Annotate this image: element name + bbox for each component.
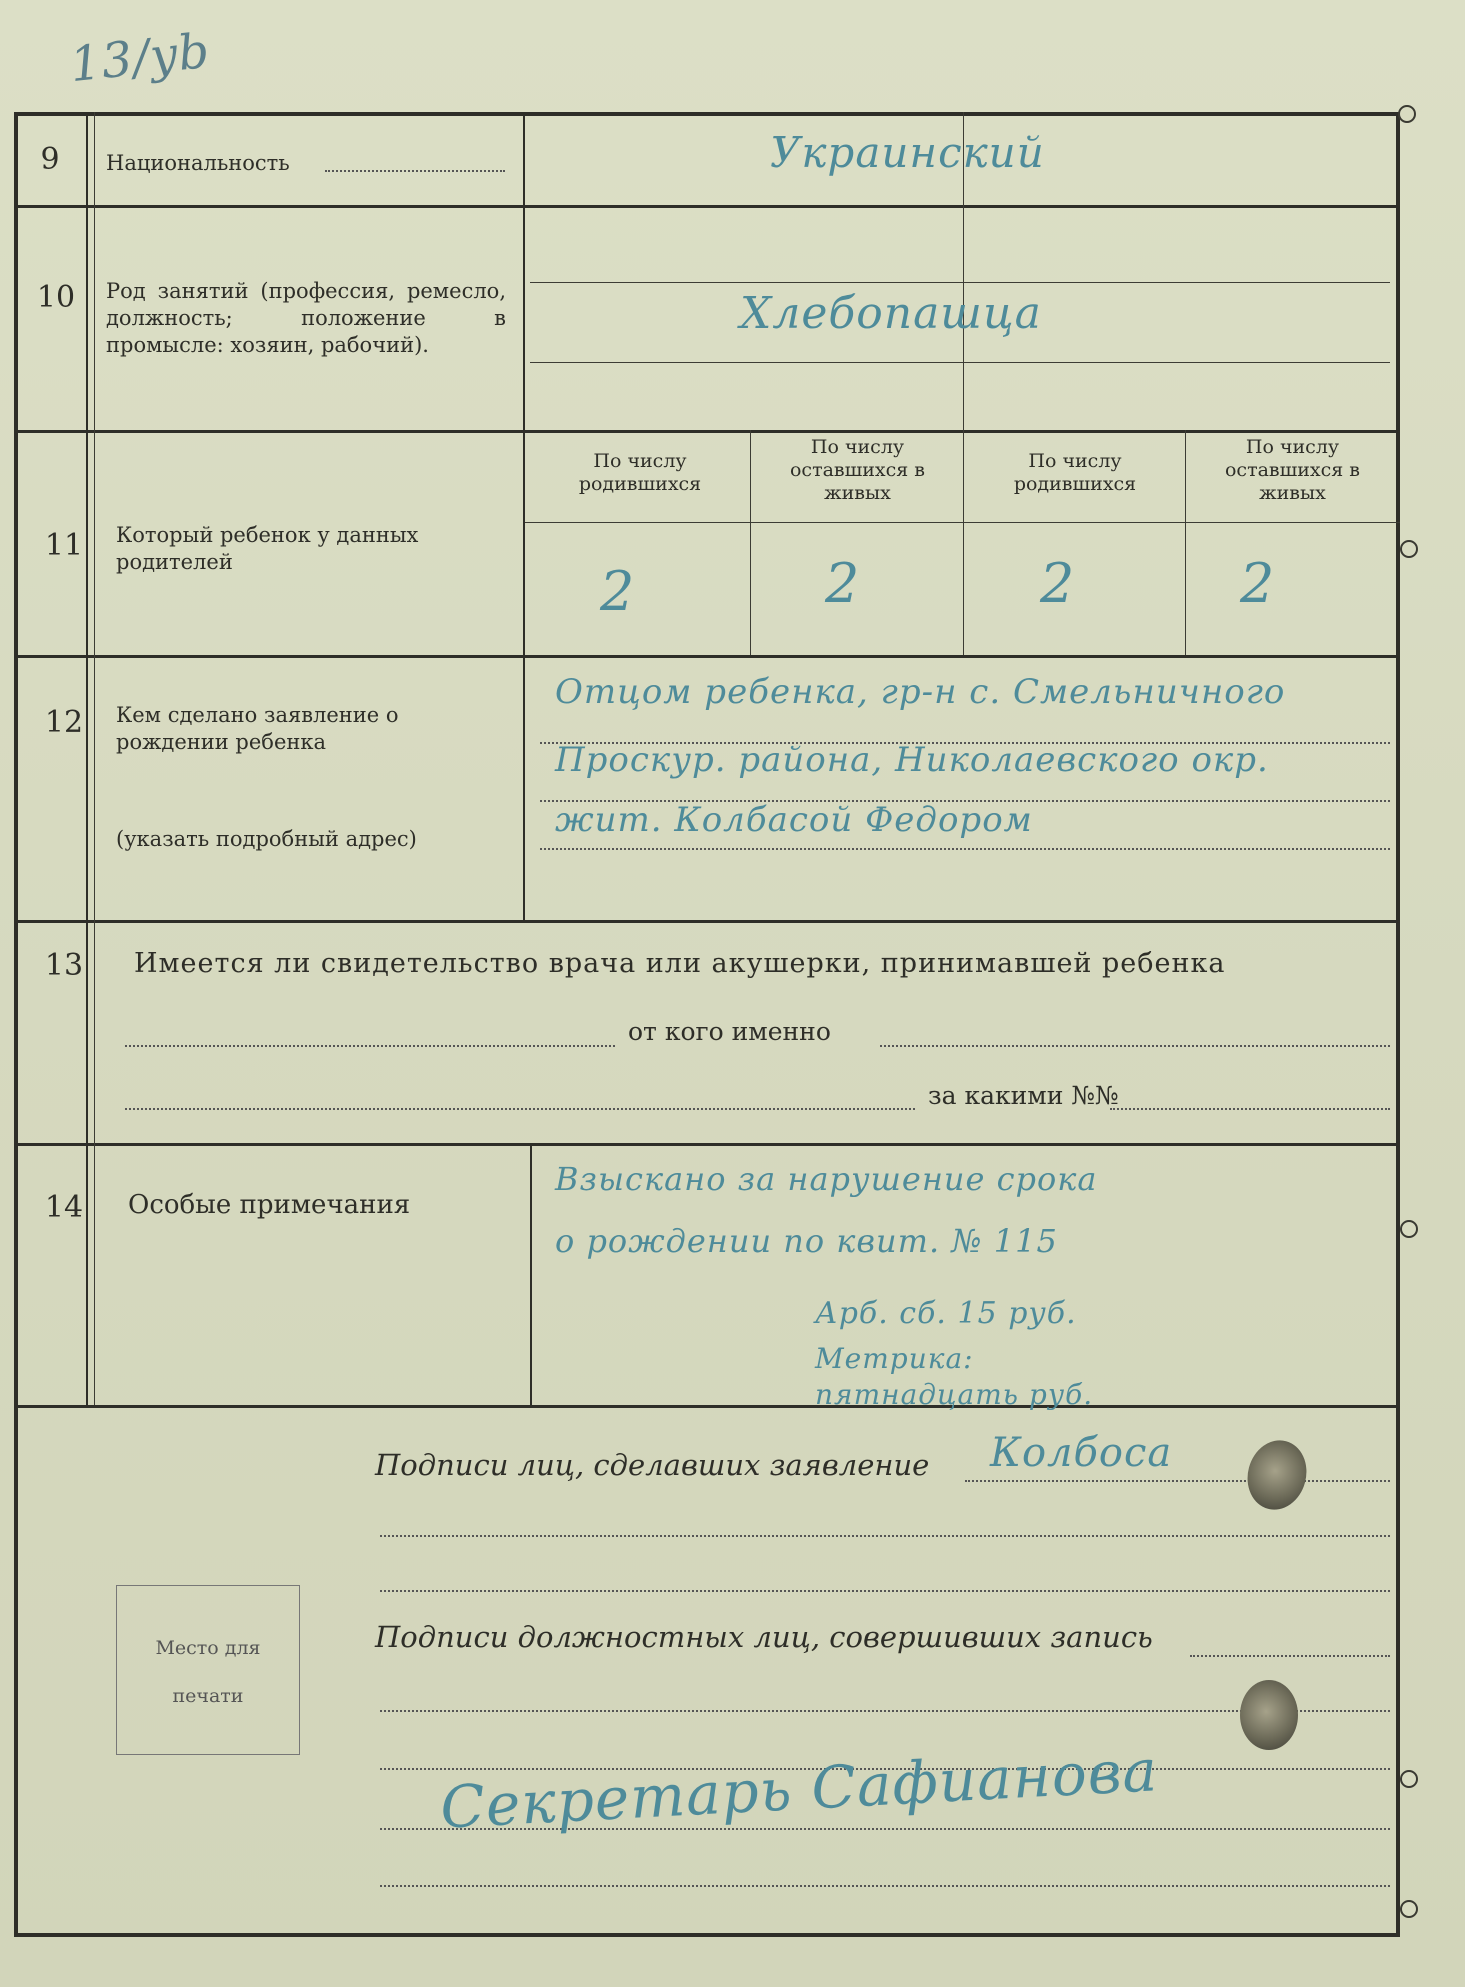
note-line-5: пятнадцать руб. — [815, 1378, 1094, 1411]
signature-dots — [965, 1480, 1390, 1482]
declarant-line-1: Отцом ребенка, гр-н с. Смельничного — [555, 672, 1286, 712]
archive-mark: 13/yb — [67, 22, 213, 94]
writing-dots — [125, 1108, 915, 1110]
row-divider — [14, 920, 1400, 923]
binding-ring — [1398, 105, 1416, 123]
stamp-place-box — [116, 1585, 300, 1755]
binding-ring — [1400, 540, 1418, 558]
row-number-10: 10 — [36, 280, 76, 315]
note-line-1: Взыскано за нарушение срока — [555, 1160, 1098, 1198]
value-born-1: 2 — [600, 560, 636, 623]
value-occupation: Хлебопашца — [740, 288, 1042, 339]
declarant-line-3: жит. Колбасой Федором — [555, 800, 1033, 840]
writing-line — [530, 362, 1390, 363]
count-header-line — [525, 522, 1400, 523]
row-text-certificate: Имеется ли свидетельство врача или акушерки, принимавшей ребенка — [134, 948, 1226, 979]
signature-dots — [1190, 1655, 1390, 1657]
row-label-notes: Особые примечания — [128, 1190, 411, 1220]
count-column-line — [1185, 430, 1186, 655]
value-nationality: Украинский — [770, 128, 1045, 177]
row-divider — [14, 655, 1400, 658]
writing-line — [530, 282, 1390, 283]
row-number-14: 14 — [44, 1190, 84, 1225]
col-head-born-2: По числу родившихся — [1013, 450, 1137, 495]
label-from-whom: от кого именно — [628, 1017, 831, 1046]
row-label-nationality: Национальность — [106, 151, 290, 175]
row-number-11: 11 — [44, 528, 84, 563]
col-head-alive-1: По числу оставшихся в живых — [789, 436, 926, 504]
col-head-alive-2: По числу оставшихся в живых — [1224, 436, 1361, 504]
writing-dots — [880, 1045, 1390, 1047]
note-line-4: Метрика: — [815, 1342, 974, 1375]
stamp-place-line-1: Место для — [155, 1637, 261, 1659]
declarant-line-2: Проскур. района, Николаевского окр. — [555, 740, 1269, 780]
row-number-13: 13 — [44, 948, 84, 983]
label-numbers: за какими №№ — [928, 1081, 1119, 1110]
row-number-9: 9 — [40, 142, 60, 177]
binding-ring — [1400, 1900, 1418, 1918]
signature-dots — [380, 1885, 1390, 1887]
row-label-child-order: Который ребенок у данных родителей — [116, 523, 419, 574]
row-label-declarant: Кем сделано заявление о рождении ребенка — [116, 703, 399, 754]
label-column-line — [530, 1143, 532, 1405]
row-label-address: (указать подробный адрес) — [116, 827, 417, 851]
row-number-12: 12 — [44, 705, 84, 740]
row-divider — [14, 205, 1400, 208]
count-column-line — [750, 430, 751, 655]
value-alive-1: 2 — [825, 552, 861, 615]
declarants-signature-label: Подписи лиц, сделавших заявление — [375, 1448, 930, 1482]
stamp-place-line-2: печати — [172, 1685, 244, 1707]
count-column-line — [963, 430, 964, 655]
row-divider — [14, 430, 1400, 433]
label-column-line — [523, 112, 525, 920]
writing-dots — [1110, 1108, 1390, 1110]
writing-dots — [540, 848, 1390, 850]
value-born-2: 2 — [1040, 552, 1076, 615]
leader-dots — [325, 170, 505, 172]
note-line-3: Арб. сб. 15 руб. — [815, 1296, 1077, 1331]
declarant-signature: Колбоса — [990, 1430, 1173, 1476]
row-label-occupation: Род занятий (профессия, ремесло, должность; положение в промысле: хозяин, рабочий). — [106, 279, 506, 357]
row-divider — [14, 1405, 1400, 1408]
value-alive-2: 2 — [1240, 552, 1276, 615]
binding-ring — [1400, 1220, 1418, 1238]
signature-dots — [380, 1590, 1390, 1592]
note-line-2: о рождении по квит. № 115 — [555, 1222, 1058, 1260]
binding-ring — [1400, 1770, 1418, 1788]
writing-dots — [125, 1045, 615, 1047]
paper-hole — [1240, 1680, 1298, 1750]
col-head-born-1: По числу родившихся — [578, 450, 702, 495]
official-signature: Секретарь Сафианова — [438, 1736, 1160, 1842]
signature-dots — [380, 1710, 1390, 1712]
row-divider — [14, 1143, 1400, 1146]
signature-dots — [380, 1535, 1390, 1537]
officials-signature-label: Подписи должностных лиц, совершивших запись — [375, 1620, 1153, 1654]
